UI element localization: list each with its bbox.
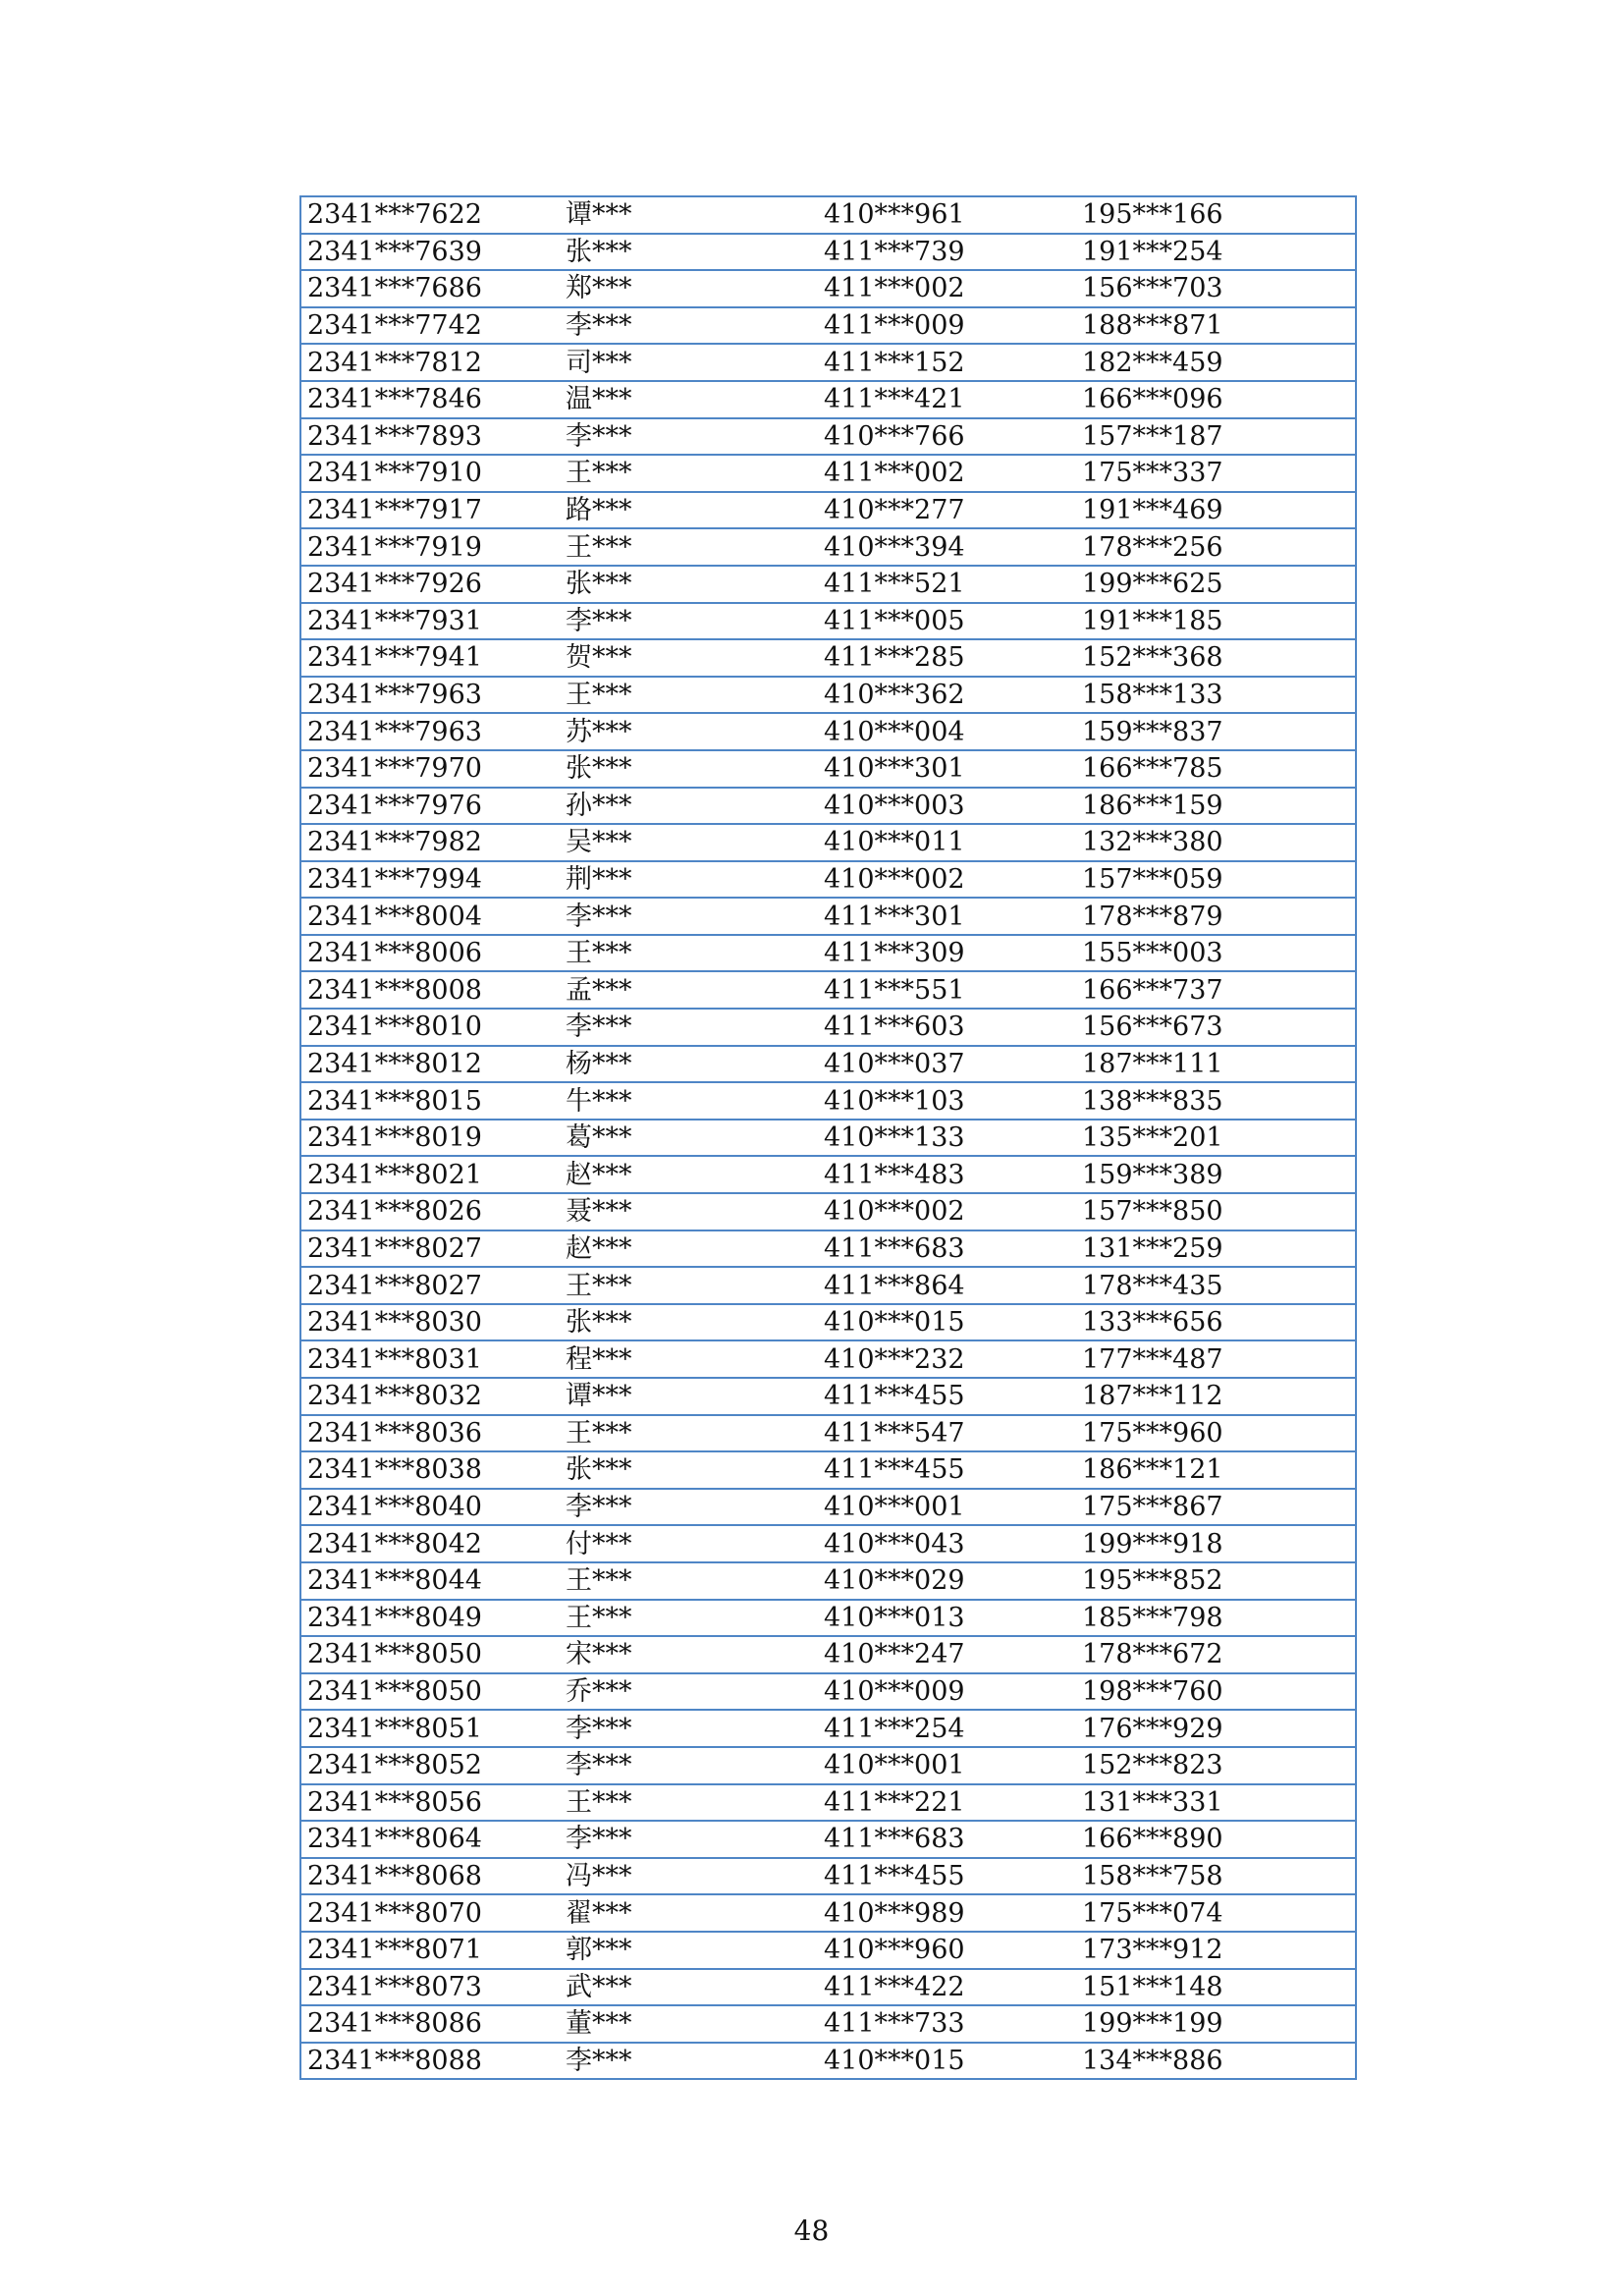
cell-registration-id: 2341***8070 — [300, 1894, 560, 1932]
cell-phone: 186***121 — [1076, 1451, 1356, 1489]
cell-registration-id: 2341***8086 — [300, 2005, 560, 2043]
cell-phone: 178***672 — [1076, 1636, 1356, 1673]
cell-registration-id: 2341***8050 — [300, 1673, 560, 1711]
cell-name: 李*** — [560, 898, 818, 935]
cell-phone: 132***380 — [1076, 824, 1356, 861]
cell-id-card: 411***309 — [818, 935, 1076, 972]
cell-phone: 199***625 — [1076, 566, 1356, 603]
cell-phone: 177***487 — [1076, 1340, 1356, 1378]
cell-name: 李*** — [560, 1821, 818, 1858]
table-row — [300, 344, 1356, 381]
table-row — [300, 1009, 1356, 1046]
cell-phone: 191***469 — [1076, 492, 1356, 529]
cell-id-card: 410***029 — [818, 1562, 1076, 1600]
cell-phone: 191***185 — [1076, 603, 1356, 640]
cell-phone: 178***256 — [1076, 528, 1356, 566]
table-row — [300, 2005, 1356, 2043]
cell-registration-id: 2341***7686 — [300, 270, 560, 307]
cell-registration-id: 2341***7622 — [300, 196, 560, 234]
table-body — [300, 196, 1356, 2079]
cell-id-card: 410***766 — [818, 418, 1076, 456]
table-row — [300, 1046, 1356, 1083]
cell-phone: 131***331 — [1076, 1784, 1356, 1822]
cell-name: 王*** — [560, 677, 818, 714]
cell-phone: 175***867 — [1076, 1489, 1356, 1526]
table-row — [300, 1636, 1356, 1673]
cell-name: 冯*** — [560, 1858, 818, 1895]
cell-phone: 195***852 — [1076, 1562, 1356, 1600]
table-row — [300, 1340, 1356, 1378]
cell-phone: 152***823 — [1076, 1747, 1356, 1784]
cell-name: 李*** — [560, 2043, 818, 2080]
cell-registration-id: 2341***7846 — [300, 381, 560, 418]
cell-id-card: 411***547 — [818, 1415, 1076, 1452]
table-row — [300, 788, 1356, 825]
cell-phone: 185***798 — [1076, 1600, 1356, 1637]
cell-registration-id: 2341***7982 — [300, 824, 560, 861]
cell-id-card: 411***521 — [818, 566, 1076, 603]
cell-name: 李*** — [560, 1489, 818, 1526]
cell-id-card: 410***301 — [818, 750, 1076, 788]
table-row — [300, 1747, 1356, 1784]
table-row — [300, 455, 1356, 492]
cell-name: 李*** — [560, 418, 818, 456]
cell-id-card: 410***960 — [818, 1932, 1076, 1969]
cell-id-card: 410***002 — [818, 1193, 1076, 1230]
cell-registration-id: 2341***8068 — [300, 1858, 560, 1895]
cell-id-card: 411***005 — [818, 603, 1076, 640]
cell-registration-id: 2341***7910 — [300, 455, 560, 492]
cell-name: 孙*** — [560, 788, 818, 825]
cell-registration-id: 2341***7639 — [300, 234, 560, 271]
cell-id-card: 410***133 — [818, 1120, 1076, 1157]
cell-phone: 158***758 — [1076, 1858, 1356, 1895]
cell-phone: 182***459 — [1076, 344, 1356, 381]
table-row — [300, 1267, 1356, 1304]
cell-name: 王*** — [560, 935, 818, 972]
cell-phone: 188***871 — [1076, 307, 1356, 345]
cell-registration-id: 2341***8088 — [300, 2043, 560, 2080]
table-row — [300, 492, 1356, 529]
cell-phone: 175***074 — [1076, 1894, 1356, 1932]
cell-registration-id: 2341***7931 — [300, 603, 560, 640]
cell-name: 张*** — [560, 566, 818, 603]
table-row — [300, 1156, 1356, 1193]
cell-name: 谭*** — [560, 1378, 818, 1415]
cell-id-card: 410***247 — [818, 1636, 1076, 1673]
cell-registration-id: 2341***8032 — [300, 1378, 560, 1415]
cell-name: 王*** — [560, 1600, 818, 1637]
cell-phone: 173***912 — [1076, 1932, 1356, 1969]
table-row — [300, 1932, 1356, 1969]
cell-name: 李*** — [560, 1710, 818, 1747]
cell-registration-id: 2341***7970 — [300, 750, 560, 788]
table-row — [300, 824, 1356, 861]
cell-name: 赵*** — [560, 1230, 818, 1268]
cell-name: 王*** — [560, 1784, 818, 1822]
table-row — [300, 677, 1356, 714]
cell-name: 贺*** — [560, 639, 818, 677]
cell-name: 王*** — [560, 1562, 818, 1600]
cell-phone: 166***096 — [1076, 381, 1356, 418]
table-row — [300, 1415, 1356, 1452]
table-row — [300, 270, 1356, 307]
table-row — [300, 639, 1356, 677]
cell-name: 王*** — [560, 1267, 818, 1304]
cell-registration-id: 2341***7893 — [300, 418, 560, 456]
cell-registration-id: 2341***7917 — [300, 492, 560, 529]
cell-phone: 175***960 — [1076, 1415, 1356, 1452]
cell-id-card: 410***961 — [818, 196, 1076, 234]
cell-name: 程*** — [560, 1340, 818, 1378]
table-row — [300, 603, 1356, 640]
cell-registration-id: 2341***7963 — [300, 713, 560, 750]
cell-registration-id: 2341***7742 — [300, 307, 560, 345]
cell-id-card: 411***002 — [818, 270, 1076, 307]
cell-name: 聂*** — [560, 1193, 818, 1230]
table-row — [300, 1378, 1356, 1415]
cell-registration-id: 2341***7941 — [300, 639, 560, 677]
cell-name: 李*** — [560, 603, 818, 640]
cell-id-card: 410***004 — [818, 713, 1076, 750]
cell-registration-id: 2341***8019 — [300, 1120, 560, 1157]
cell-id-card: 411***422 — [818, 1969, 1076, 2006]
table-row — [300, 1821, 1356, 1858]
cell-id-card: 411***864 — [818, 1267, 1076, 1304]
cell-phone: 155***003 — [1076, 935, 1356, 972]
cell-id-card: 411***152 — [818, 344, 1076, 381]
cell-phone: 166***737 — [1076, 971, 1356, 1009]
cell-registration-id: 2341***8030 — [300, 1304, 560, 1341]
table-row — [300, 1304, 1356, 1341]
cell-phone: 131***259 — [1076, 1230, 1356, 1268]
cell-phone: 157***187 — [1076, 418, 1356, 456]
cell-phone: 198***760 — [1076, 1673, 1356, 1711]
table-row — [300, 1525, 1356, 1562]
cell-registration-id: 2341***7976 — [300, 788, 560, 825]
cell-name: 李*** — [560, 307, 818, 345]
cell-phone: 199***199 — [1076, 2005, 1356, 2043]
cell-registration-id: 2341***8049 — [300, 1600, 560, 1637]
cell-id-card: 410***362 — [818, 677, 1076, 714]
cell-id-card: 411***683 — [818, 1821, 1076, 1858]
cell-id-card: 411***285 — [818, 639, 1076, 677]
cell-id-card: 410***015 — [818, 1304, 1076, 1341]
cell-registration-id: 2341***8064 — [300, 1821, 560, 1858]
table-row — [300, 1710, 1356, 1747]
cell-name: 温*** — [560, 381, 818, 418]
table-row — [300, 307, 1356, 345]
cell-name: 赵*** — [560, 1156, 818, 1193]
cell-name: 付*** — [560, 1525, 818, 1562]
cell-phone: 187***111 — [1076, 1046, 1356, 1083]
table-row — [300, 1120, 1356, 1157]
cell-id-card: 411***254 — [818, 1710, 1076, 1747]
cell-registration-id: 2341***8038 — [300, 1451, 560, 1489]
cell-phone: 135***201 — [1076, 1120, 1356, 1157]
table-row — [300, 1969, 1356, 2006]
table-row — [300, 1858, 1356, 1895]
cell-id-card: 410***015 — [818, 2043, 1076, 2080]
cell-registration-id: 2341***8044 — [300, 1562, 560, 1600]
cell-id-card: 410***037 — [818, 1046, 1076, 1083]
cell-registration-id: 2341***8010 — [300, 1009, 560, 1046]
table-row — [300, 1673, 1356, 1711]
cell-name: 董*** — [560, 2005, 818, 2043]
cell-name: 司*** — [560, 344, 818, 381]
cell-phone: 134***886 — [1076, 2043, 1356, 2080]
cell-name: 王*** — [560, 528, 818, 566]
cell-name: 李*** — [560, 1747, 818, 1784]
cell-phone: 158***133 — [1076, 677, 1356, 714]
table-row — [300, 1489, 1356, 1526]
table-row — [300, 1562, 1356, 1600]
cell-name: 郭*** — [560, 1932, 818, 1969]
cell-phone: 199***918 — [1076, 1525, 1356, 1562]
table-row — [300, 1600, 1356, 1637]
cell-id-card: 411***551 — [818, 971, 1076, 1009]
cell-registration-id: 2341***8008 — [300, 971, 560, 1009]
cell-phone: 159***837 — [1076, 713, 1356, 750]
table-row — [300, 2043, 1356, 2080]
cell-name: 宋*** — [560, 1636, 818, 1673]
table-row — [300, 234, 1356, 271]
cell-registration-id: 2341***8031 — [300, 1340, 560, 1378]
cell-id-card: 410***277 — [818, 492, 1076, 529]
cell-phone: 157***850 — [1076, 1193, 1356, 1230]
table-row — [300, 713, 1356, 750]
cell-name: 翟*** — [560, 1894, 818, 1932]
cell-phone: 133***656 — [1076, 1304, 1356, 1341]
cell-phone: 152***368 — [1076, 639, 1356, 677]
cell-id-card: 410***989 — [818, 1894, 1076, 1932]
cell-name: 张*** — [560, 750, 818, 788]
cell-id-card: 411***221 — [818, 1784, 1076, 1822]
cell-registration-id: 2341***8073 — [300, 1969, 560, 2006]
cell-name: 吴*** — [560, 824, 818, 861]
cell-id-card: 410***043 — [818, 1525, 1076, 1562]
cell-phone: 187***112 — [1076, 1378, 1356, 1415]
cell-registration-id: 2341***8026 — [300, 1193, 560, 1230]
cell-phone: 195***166 — [1076, 196, 1356, 234]
cell-id-card: 411***483 — [818, 1156, 1076, 1193]
cell-phone: 159***389 — [1076, 1156, 1356, 1193]
cell-phone: 151***148 — [1076, 1969, 1356, 2006]
table-row — [300, 971, 1356, 1009]
table-row — [300, 381, 1356, 418]
cell-phone: 176***929 — [1076, 1710, 1356, 1747]
cell-id-card: 410***232 — [818, 1340, 1076, 1378]
cell-name: 路*** — [560, 492, 818, 529]
table-row — [300, 750, 1356, 788]
table-row — [300, 196, 1356, 234]
cell-name: 孟*** — [560, 971, 818, 1009]
cell-id-card: 410***103 — [818, 1082, 1076, 1120]
cell-registration-id: 2341***8012 — [300, 1046, 560, 1083]
cell-registration-id: 2341***8015 — [300, 1082, 560, 1120]
cell-name: 杨*** — [560, 1046, 818, 1083]
cell-phone: 156***703 — [1076, 270, 1356, 307]
cell-registration-id: 2341***7994 — [300, 861, 560, 899]
cell-name: 乔*** — [560, 1673, 818, 1711]
cell-id-card: 410***002 — [818, 861, 1076, 899]
table-row — [300, 528, 1356, 566]
cell-name: 葛*** — [560, 1120, 818, 1157]
cell-id-card: 410***011 — [818, 824, 1076, 861]
cell-phone: 178***435 — [1076, 1267, 1356, 1304]
cell-id-card: 411***455 — [818, 1451, 1076, 1489]
cell-name: 王*** — [560, 1415, 818, 1452]
cell-registration-id: 2341***8021 — [300, 1156, 560, 1193]
cell-registration-id: 2341***8027 — [300, 1267, 560, 1304]
cell-id-card: 411***002 — [818, 455, 1076, 492]
data-table — [299, 195, 1357, 2080]
cell-id-card: 411***455 — [818, 1378, 1076, 1415]
cell-registration-id: 2341***7963 — [300, 677, 560, 714]
cell-id-card: 410***001 — [818, 1747, 1076, 1784]
cell-registration-id: 2341***7919 — [300, 528, 560, 566]
table-row — [300, 935, 1356, 972]
cell-phone: 166***890 — [1076, 1821, 1356, 1858]
cell-id-card: 411***603 — [818, 1009, 1076, 1046]
cell-name: 牛*** — [560, 1082, 818, 1120]
table-row — [300, 1230, 1356, 1268]
cell-id-card: 410***013 — [818, 1600, 1076, 1637]
cell-name: 张*** — [560, 1304, 818, 1341]
cell-id-card: 411***009 — [818, 307, 1076, 345]
cell-id-card: 411***421 — [818, 381, 1076, 418]
cell-id-card: 410***001 — [818, 1489, 1076, 1526]
cell-phone: 138***835 — [1076, 1082, 1356, 1120]
table-row — [300, 1784, 1356, 1822]
cell-name: 谭*** — [560, 196, 818, 234]
cell-registration-id: 2341***8042 — [300, 1525, 560, 1562]
cell-registration-id: 2341***8004 — [300, 898, 560, 935]
cell-phone: 178***879 — [1076, 898, 1356, 935]
table-row — [300, 861, 1356, 899]
cell-id-card: 410***009 — [818, 1673, 1076, 1711]
cell-registration-id: 2341***8006 — [300, 935, 560, 972]
table-row — [300, 418, 1356, 456]
cell-registration-id: 2341***8052 — [300, 1747, 560, 1784]
cell-phone: 186***159 — [1076, 788, 1356, 825]
cell-registration-id: 2341***7926 — [300, 566, 560, 603]
cell-registration-id: 2341***8051 — [300, 1710, 560, 1747]
cell-id-card: 410***003 — [818, 788, 1076, 825]
table-row — [300, 1082, 1356, 1120]
cell-phone: 157***059 — [1076, 861, 1356, 899]
cell-id-card: 411***733 — [818, 2005, 1076, 2043]
cell-id-card: 411***683 — [818, 1230, 1076, 1268]
cell-registration-id: 2341***8071 — [300, 1932, 560, 1969]
cell-name: 苏*** — [560, 713, 818, 750]
page-number: 48 — [793, 2214, 830, 2247]
cell-phone: 175***337 — [1076, 455, 1356, 492]
cell-registration-id: 2341***8027 — [300, 1230, 560, 1268]
cell-id-card: 411***301 — [818, 898, 1076, 935]
table-row — [300, 566, 1356, 603]
table-row — [300, 1894, 1356, 1932]
cell-name: 张*** — [560, 234, 818, 271]
cell-name: 郑*** — [560, 270, 818, 307]
cell-id-card: 411***739 — [818, 234, 1076, 271]
cell-registration-id: 2341***8056 — [300, 1784, 560, 1822]
cell-name: 荆*** — [560, 861, 818, 899]
cell-name: 武*** — [560, 1969, 818, 2006]
cell-name: 张*** — [560, 1451, 818, 1489]
cell-name: 王*** — [560, 455, 818, 492]
cell-phone: 166***785 — [1076, 750, 1356, 788]
cell-phone: 191***254 — [1076, 234, 1356, 271]
cell-id-card: 411***455 — [818, 1858, 1076, 1895]
table-row — [300, 898, 1356, 935]
cell-phone: 156***673 — [1076, 1009, 1356, 1046]
cell-name: 李*** — [560, 1009, 818, 1046]
cell-registration-id: 2341***7812 — [300, 344, 560, 381]
table-row — [300, 1451, 1356, 1489]
cell-registration-id: 2341***8050 — [300, 1636, 560, 1673]
cell-id-card: 410***394 — [818, 528, 1076, 566]
table-row — [300, 1193, 1356, 1230]
cell-registration-id: 2341***8040 — [300, 1489, 560, 1526]
cell-registration-id: 2341***8036 — [300, 1415, 560, 1452]
